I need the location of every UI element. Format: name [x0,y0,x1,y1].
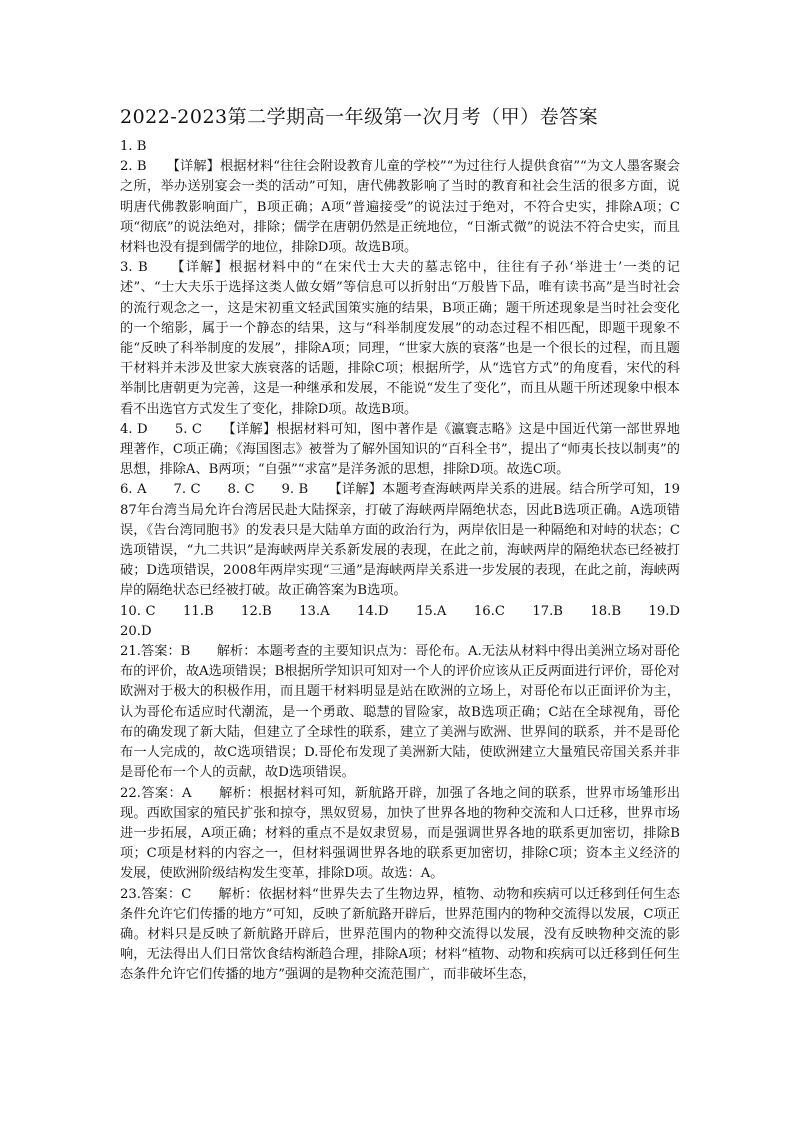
answer-body [120,137,707,986]
answer-6-9: 6. A 7. C 8. C 9. B 【详解】本题考查海峡两岸关系的进展。结合所学可知，1987年台湾当局允许台湾居民赴大陆探亲，打破了海峡两岸隔绝状态，因此B选项正确。A选项错误，《告台湾同胞书》的发表只是大陆单方面的政治行为，两岸依旧是一种隔绝和对峙的状态；C选项错误，“九二共识”是海峡两岸关系新发展的表现，在此之前，海峡两岸的隔绝状态已经被打破；D选项错误，2008年两岸实现“三通”是海峡两岸关系进一步发展的表现，在此之前，海峡两岸的隔绝状态已经被打破。故正确答案为B选项。 [120,482,680,599]
answer-2: 2. B 【详解】根据材料“往往会附设教育儿童的学校”“为过往行人提供食宿”“为文人墨客聚会之所，举办送别宴会一类的活动”可知，唐代佛教影响了当时的教育和社会生活的很多方面，说明唐代佛教影响面广，B项正确；A项“普遍接受”的说法过于绝对，不符合史实，排除A项；C项“彻底”的说法绝对，排除；儒学在唐朝仍然是正统地位，“日渐式微”的说法不符合史实，而且材料也没有提到儒学的地位，排除D项。故选B项。 [120,159,680,256]
answer-22: 22.答案：A 解析：根据材料可知，新航路开辟，加强了各地之间的联系，世界市场雏形出现。西欧国家的殖民扩张和掠夺，黑奴贸易，加快了世界各地的物种交流和人口迁移，世界市场进一步拓展，A项正确；材料的重点不是奴隶贸易，而是强调世界各地的联系更加密切，排除B项；C项是材料的内容之一，但材料强调世界各地的联系更加密切，排除C项；资本主义经济的发展，使欧洲阶级结构发生变革，排除D项。故选：A。 [120,785,680,882]
answer-23: 23.答案：C 解析：依据材料“世界失去了生物边界，植物、动物和疾病可以迁移到任何生态条件允许它们传播的地方”可知，反映了新航路开辟后，世界范围内的物种交流得以发展，C项正确。材料只是反映了新航路开辟后，世界范围内的物种交流得以发展，没有反映物种交流的影响，无法得出人们日常饮食结构渐趋合理，排除A项；材料“植物、动物和疾病可以迁移到任何生态条件允许它们传播的地方”强调的是物种交流范围广，而非破坏生态， [120,886,680,983]
answer-4-5: 4. D 5. C 【详解】根据材料可知，图中著作是《瀛寰志略》这是中国近代第一部世界地理著作，C项正确；《海国图志》被誉为了解外国知识的“百科全书”，提出了“师夷长技以制夷”的思想，排除A、B两项；“自强”“求富”是洋务派的思想，排除D项。故选C项。 [120,421,680,478]
page-title: 2022-2023第二学期高一年级第一次月考（甲）卷答案 [120,106,599,128]
answer-1: 1. B [120,139,147,154]
answer-21: 21.答案：B 解析：本题考查的主要知识点为：哥伦布。A.无法从材料中得出美洲立场对哥伦布的评价，故A选项错误；B根据所学知识可知对一个人的评价应该从正反两面进行评价，哥伦对欧洲对于极大的积极作用，而且题干材料明显是站在欧洲的立场上，对哥伦布以正面评价为主，认为哥伦布适应时代潮流，是一个勇敢、聪慧的冒险家，故B选项正确；C站在全球视角，哥伦布的确发现了新大陆，但建立了全球性的联系，建立了美洲与欧洲、世界间的联系，并不是哥伦布一人完成的，故C选项错误；D.哥伦布发现了美洲新大陆，使欧洲建立大量殖民帝国关系并非是哥伦布一个人的贡献，故D选项错误。 [120,644,680,781]
answer-10-20: 10. C 11.B 12.B 13.A 14.D 15.A 16.C 17.B 18.B 19.D 20.D [120,603,707,639]
answer-3: 3. B 【详解】根据材料中的“在宋代士大夫的墓志铭中，往往有子孙‘举进士’一类的记述”、“士大夫乐于选择这类人做女婿”等信息可以折射出“万般皆下品，唯有读书高”是当时社会的流行观念之一，这是宋初重文轻武国策实施的结果，B项正确；题干所述现象是当时社会变化的一个缩影，属于一个静态的结果，这与“科举制度发展”的动态过程不相匹配，即题干现象不能“反映了科举制度的发展”，排除A项；同理，“世家大族的衰落”也是一个很长的过程，而且题干材料并未涉及世家大族衰落的话题，排除C项；根据所学，从“选官方式”的角度看，宋代的科举制比唐朝更为完善，这是一种继承和发展，不能说“发生了变化”，而且从题干所述现象中根本看不出选官方式发生了变化，排除D项。故选B项。 [120,260,680,417]
